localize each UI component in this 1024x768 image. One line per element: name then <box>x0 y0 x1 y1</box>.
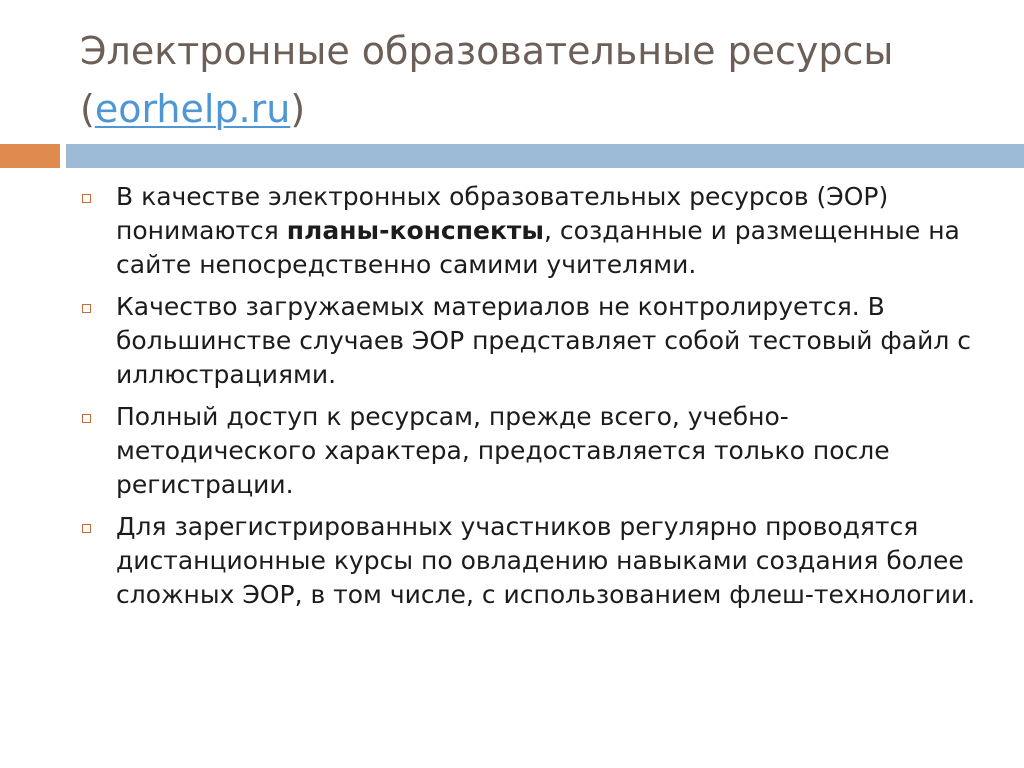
slide-title <box>80 22 1000 138</box>
square-bullet-icon <box>82 414 91 423</box>
slide-title-text: Электронные образовательные ресурсы <box>80 29 894 73</box>
accent-bar <box>0 144 60 168</box>
bullet-1-text-before: В качестве электронных образовательных ресурсов (ЭОР) понимаются <box>116 182 889 245</box>
bullet-1-text-after: , созданные и размещенные на сайте непосредственно самими учителями. <box>116 216 960 279</box>
title-open-paren: ( <box>80 87 95 131</box>
square-bullet-icon <box>82 524 91 533</box>
eorhelp-link[interactable]: eorhelp.ru <box>94 87 291 131</box>
bullet-list <box>78 180 978 620</box>
bullet-item-4 <box>78 510 978 612</box>
title-close-paren: ) <box>290 87 306 131</box>
bullet-item-1 <box>78 180 978 282</box>
square-bullet-icon <box>82 304 91 313</box>
bullet-4-text: Для зарегистрированных участников регулярно проводятся дистанционные курсы по овладению навыками создания более сложных ЭОР, в том числе, с использованием флеш-технологии. <box>116 512 976 609</box>
title-divider-bar <box>66 144 1024 168</box>
bullet-2-text: Качество загружаемых материалов не контролируется. В большинстве случаев ЭОР представляет собой тестовый файл с иллюстрациями. <box>116 292 972 389</box>
bullet-1-bold-text: планы-конспекты <box>286 216 545 245</box>
bullet-item-3 <box>78 400 978 502</box>
bullet-item-2 <box>78 290 978 392</box>
bullet-3-text: Полный доступ к ресурсам, прежде всего, учебно-методического характера, предоставляется только после регистрации. <box>116 402 890 499</box>
square-bullet-icon <box>82 194 91 203</box>
